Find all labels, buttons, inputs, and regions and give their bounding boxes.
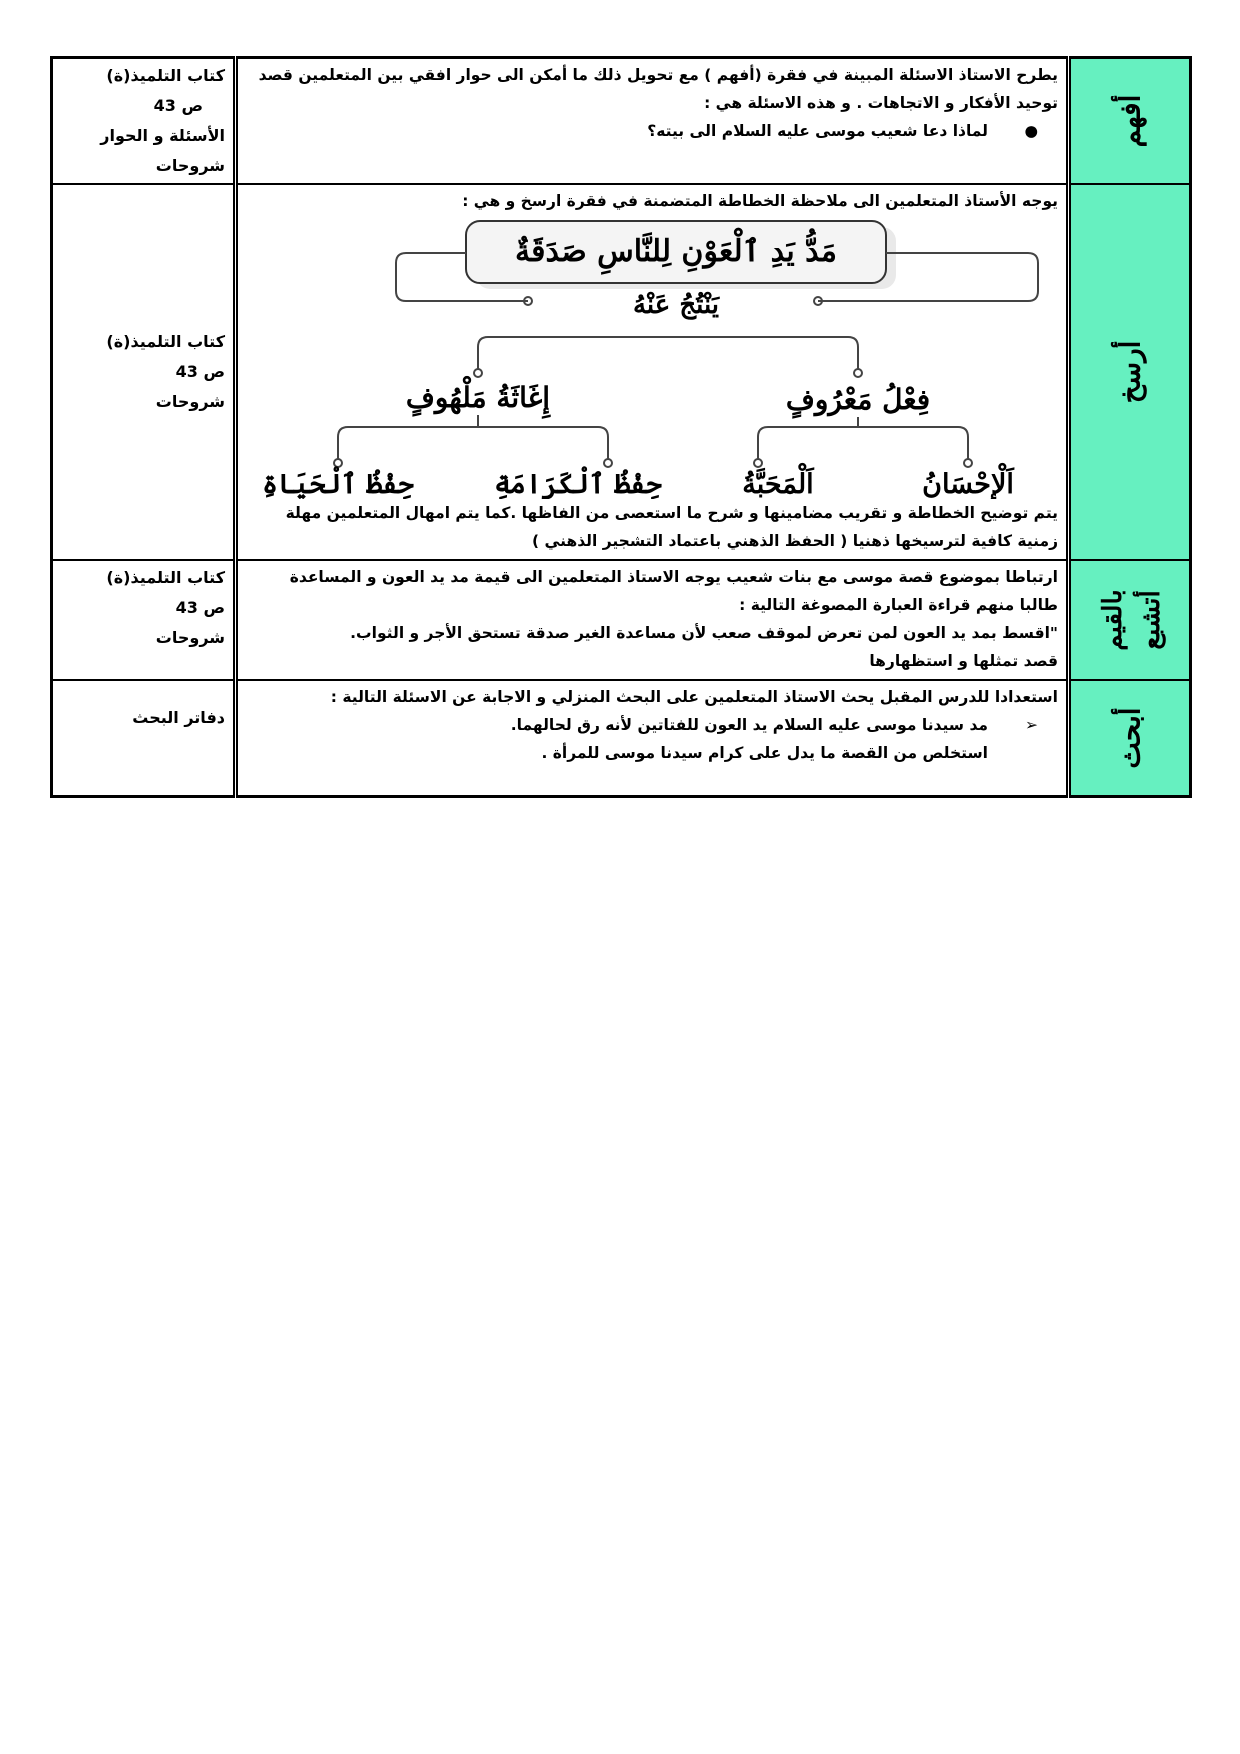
lesson-plan-table [50,56,1192,798]
table-row [52,680,1191,796]
arrow-bullet-icon: ➢ [1025,716,1038,734]
resources-cell [52,184,236,560]
concept-diagram [238,219,1058,499]
phase-cell [1069,680,1191,796]
diagram-branch-left: إِغَاثَةُ مَلْهُوفٍ [405,381,551,414]
diagram-leaf: اَلْإِحْسَانُ [922,469,1014,499]
branch-connector [478,337,858,369]
instruction-text: يوجه الأستاذ المتعلمين الى ملاحظة الخطاطة المتضمنة في فقرة ارسخ و هي : [462,192,1058,210]
resource-line: كتاب التلميذ(ة) [106,332,225,351]
table-row [52,184,1191,560]
diagram-middle-text: يَنْتُجُ عَنْهُ [632,290,720,320]
phase-label: أفهم [1113,94,1147,148]
content-cell [236,680,1069,796]
resource-line: ص 43 [175,362,225,381]
resource-line: ص 43 [175,598,225,617]
phase-cell [1069,560,1191,680]
diagram-top-text: مَدُّ يَدِ ٱلْعَوْنِ لِلنَّاسِ صَدَقَةٌ [515,234,837,269]
value-statement: "اقسط بمد يد العون لمن تعرض لموقف صعب لأن مساعدة الغير صدقة تستحق الأجر و الثواب. [350,624,1058,642]
resources-cell [52,680,236,796]
resource-line: الأسئلة و الحوار [100,126,225,145]
phase-label: أتشبع [1136,590,1167,650]
explanation-text: يتم توضيح الخطاطة و تقريب مضامينها و شرح ما استعصى من الفاظها .كما يتم امهال المتعلمين مهلة زمنية كافية لترسيخها ذهنيا ( الحفظ الذهني باعتماد التشجير الذهني ) [285,504,1058,550]
leaf-dot [964,459,972,467]
list-item [246,117,1038,145]
leaf-dot [754,459,762,467]
resource-line: كتاب التلميذ(ة) [106,568,225,587]
branch-dot [474,369,482,377]
resource-line: كتاب التلميذ(ة) [106,66,225,85]
resource-line: شروحات [155,392,225,411]
phase-cell [1069,58,1191,185]
leaf-connector-left [338,427,608,459]
resource-line: دفاتر البحث [132,708,225,727]
resource-line: ص 43 [153,96,203,115]
bullet-icon: ● [1024,122,1038,140]
resources-cell [52,560,236,680]
question-text: استخلص من القصة ما يدل على كرام سيدنا موسى للمرأة . [541,744,988,762]
leaf-connector-right [758,427,968,459]
question-text: مد سيدنا موسى عليه السلام يد العون للفتاتين لأنه رق لحالهما. [510,716,988,734]
phase-label-secondary: بالقيم [1098,589,1129,651]
table-row [52,560,1191,680]
table-row [52,58,1191,185]
resources-cell [52,58,236,185]
content-cell [236,184,1069,560]
list-item [246,739,988,767]
question-text: لماذا دعا شعيب موسى عليه السلام الى بيته؟ [647,122,988,140]
instruction-text: يطرح الاستاذ الاسئلة المبينة في فقرة (أفهم ) مع تحويل ذلك ما أمكن الى حوار افقي بين المتعلمين قصد توحيد الأفكار و الاتجاهات . و هذه الاسئلة هي : [258,66,1058,112]
closing-text: قصد تمثلها و استظهارها [869,652,1058,670]
instruction-text: استعدادا للدرس المقبل يحث الاستاذ المتعلمين على البحث المنزلي و الاجابة عن الاسئلة التالية : [330,688,1058,706]
question-list [246,711,1058,767]
content-cell [236,58,1069,185]
list-item [246,711,1038,739]
diagram-leaf: حِفْظُ ٱلْحَيَاةِ [262,469,414,499]
diagram-leaf: اَلْمَحَبَّةُ [742,469,814,499]
phase-label: أرسخ [1113,340,1147,404]
diagram-branch-right: فِعْلُ مَعْرُوفٍ [785,383,931,416]
branch-dot [854,369,862,377]
leaf-dot [604,459,612,467]
content-cell [236,560,1069,680]
diagram-leaf: حِفْظُ ٱلْكَرَامَةِ [494,469,662,499]
resource-line: شروحات [155,156,225,175]
instruction-text: ارتباطا بموضوع قصة موسى مع بنات شعيب يوجه الاستاذ المتعلمين الى قيمة مد يد العون و المساعدة طالبا منهم قراءة العبارة المصوغة التالية : [289,568,1058,614]
phase-label: أبحث [1113,707,1147,769]
phase-cell [1069,184,1191,560]
resource-line: شروحات [155,628,225,647]
question-list [246,117,1058,145]
leaf-dot [334,459,342,467]
